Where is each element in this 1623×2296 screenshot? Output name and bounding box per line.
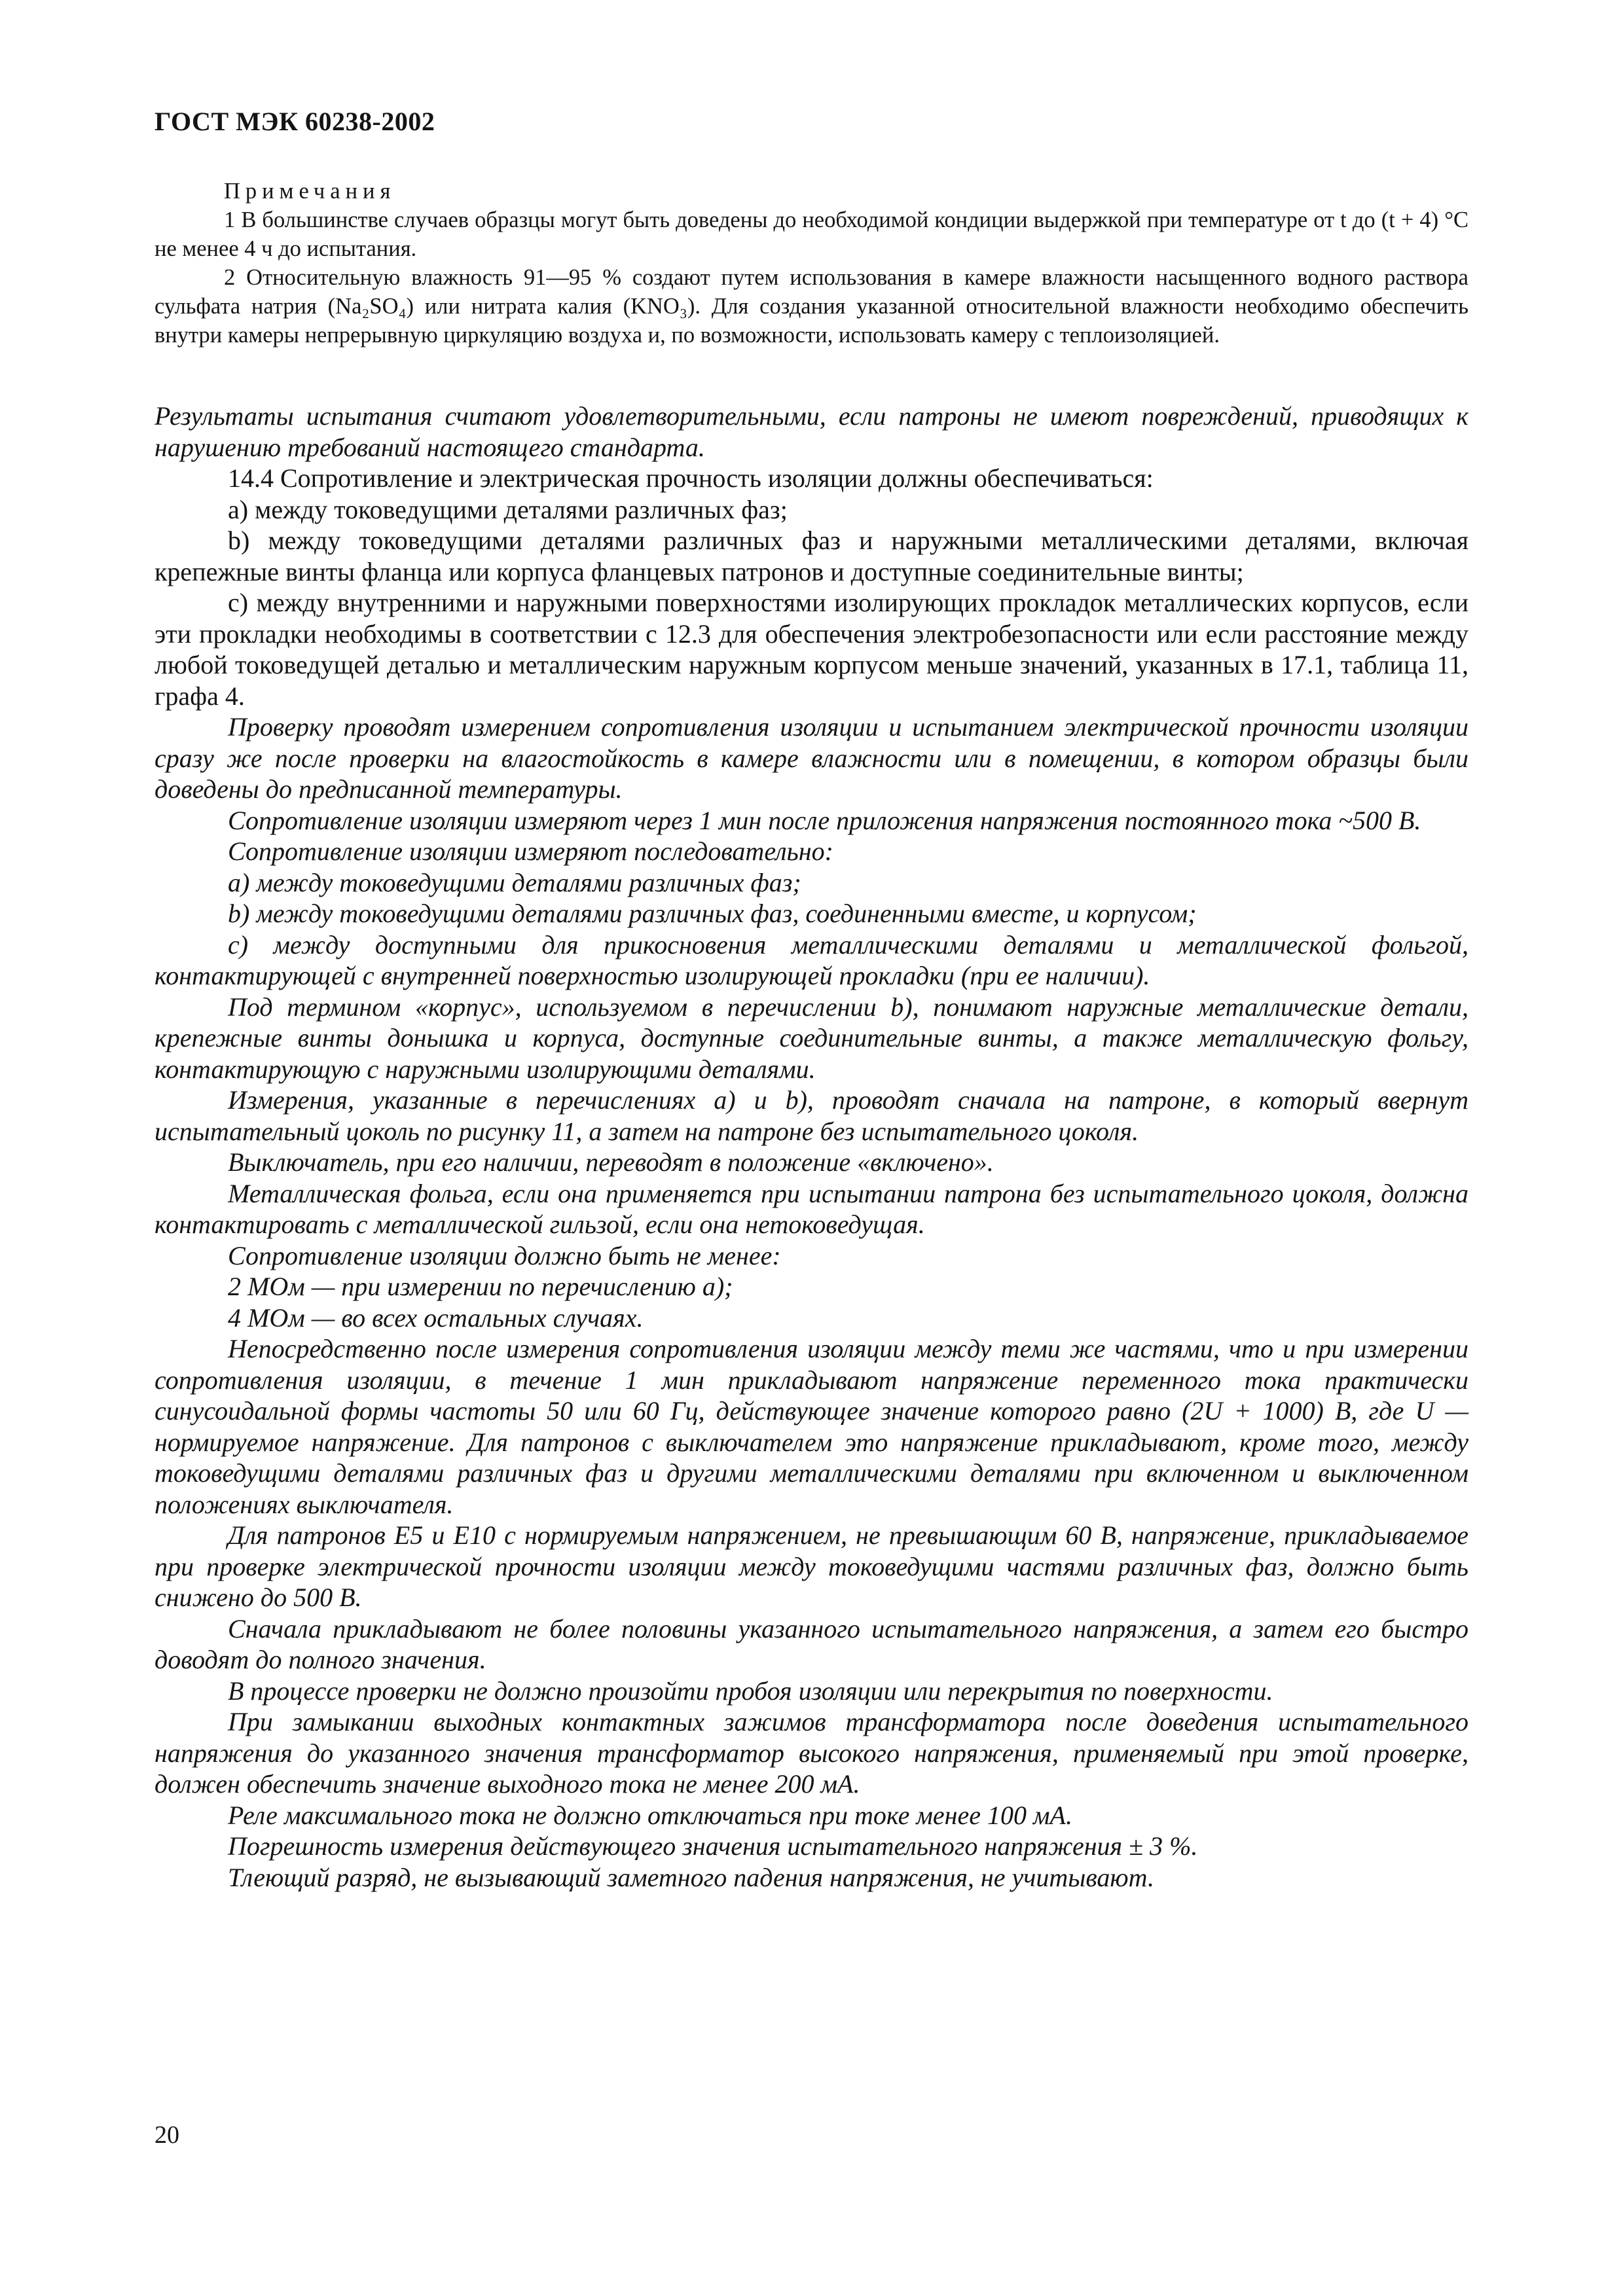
notes-title: Примечания	[224, 179, 396, 204]
body-paragraph: 14.4 Сопротивление и электрическая прочность изоляции должны обеспечиваться:	[228, 463, 1154, 493]
body-paragraph: Сопротивление изоляции измеряют через 1 мин после приложения напряжения постоянного тока ~500 В.	[228, 805, 1421, 835]
body-paragraph: Выключатель, при его наличии, переводят в положение «включено».	[228, 1147, 994, 1177]
body-paragraph: Погрешность измерения действующего значения испытательного напряжения ± 3 %.	[228, 1831, 1198, 1861]
standard-header: ГОСТ МЭК 60238-2002	[155, 107, 435, 136]
body-paragraph: Непосредственно после измерения сопротивления изоляции между теми же частями, что и при измерении сопротивления изоляции, в течение 1 мин прикладывают напряжение переменного тока практически синусоидальной формы частоты 50 или 60 Гц, действующее значение которого равно (2U + 1000) В, где U — нормируемое напряжение. Для патронов с выключателем это напряжение прикладывают, кроме того, между токоведущими деталями различных фаз и другими металлическими деталями при включенном и выключенном положениях выключателя.	[155, 1334, 1468, 1519]
body-paragraph: Проверку проводят измерением сопротивления изоляции и испытанием электрической прочности изоляции сразу же после проверки на влагостойкость в камере влажности или в помещении, в котором образцы были доведены до предписанной температуры.	[155, 712, 1468, 804]
body-paragraph: В процессе проверки не должно произойти пробоя изоляции или перекрытия по поверхности.	[228, 1676, 1273, 1706]
body-paragraph: Реле максимального тока не должно отключаться при токе менее 100 мА.	[228, 1800, 1072, 1830]
body-paragraph: Измерения, указанные в перечислениях a) и b), проводят сначала на патроне, в который ввернут испытательный цоколь по рисунку 11, а затем на патроне без испытательного цоколя.	[155, 1085, 1468, 1146]
body-paragraph: 2 МОм — при измерении по перечислению a);	[228, 1272, 733, 1301]
body-paragraph: 4 МОм — во всех остальных случаях.	[228, 1302, 644, 1333]
body-paragraph: c) между доступными для прикосновения металлическими деталями и металлической фольгой, контактирующей с внутренней поверхностью изолирующей прокладки (при ее наличии).	[155, 929, 1468, 990]
body-paragraph: b) между токоведущими деталями различных фаз и наружными металлическими деталями, включая крепежные винты фланца или корпуса фланцевых патронов и доступные соединительные винты;	[155, 526, 1468, 586]
body-paragraph: a) между токоведущими деталями различных фаз;	[228, 867, 801, 897]
body-paragraph: Под термином «корпус», используемом в перечислении b), понимают наружные металлические детали, крепежные винты донышка и корпуса, доступные соединительные винты, а также металлическую фольгу, контактирующую с наружными изолирующими деталями.	[155, 992, 1468, 1084]
body-paragraph: Сопротивление изоляции должно быть не менее:	[228, 1240, 781, 1270]
body-paragraph: Сопротивление изоляции измеряют последовательно:	[228, 836, 833, 866]
body-paragraph: Результаты испытания считают удовлетворительными, если патроны не имеют повреждений, приводящих к нарушению требований настоящего стандарта.	[155, 401, 1468, 462]
body-paragraph: a) между токоведущими деталями различных фаз;	[228, 494, 788, 524]
body-paragraph: Металлическая фольга, если она применяется при испытании патрона без испытательного цоколя, должна контактировать с металлической гильзой, если она нетоковедущая.	[155, 1178, 1468, 1239]
body-paragraph: Сначала прикладывают не более половины указанного испытательного напряжения, а затем его быстро доводят до полного значения.	[155, 1613, 1468, 1674]
notes-section	[155, 177, 1468, 350]
page-number: 20	[155, 2121, 179, 2149]
body-paragraph: Тлеющий разряд, не вызывающий заметного падения напряжения, не учитывают.	[228, 1862, 1154, 1892]
note-1: 1 В большинстве случаев образцы могут быть доведены до необходимой кондиции выдержкой при температуре от t до (t + 4) °С не менее 4 ч до испытания.	[155, 207, 1468, 261]
body-paragraph: При замыкании выходных контактных зажимов трансформатора после доведения испытательного напряжения до указанного значения трансформатор высокого напряжения, применяемый при этой проверке, должен обеспечить значение выходного тока не менее 200 мА.	[155, 1707, 1468, 1799]
main-body	[155, 401, 1468, 1893]
note-2: 2 Относительную влажность 91—95 % создают путем использования в камере влажности насыщенного водного раствора сульфата натрия (Na₂SO₄) или нитрата калия (KNO₃). Для создания указанной относительной влажности необходимо обеспечить внутри камеры непрерывную циркуляцию воздуха и, по возможности, использовать камеру с теплоизоляцией.	[155, 265, 1468, 348]
body-paragraph: b) между токоведущими деталями различных фаз, соединенными вместе, и корпусом;	[228, 899, 1197, 928]
body-paragraph: Для патронов E5 и E10 с нормируемым напряжением, не превышающим 60 В, напряжение, прикладываемое при проверке электрической прочности изоляции между токоведущими частями различных фаз, должно быть снижено до 500 В.	[155, 1520, 1468, 1612]
body-paragraph: c) между внутренними и наружными поверхностями изолирующих прокладок металлических корпусов, если эти прокладки необходимы в соответствии с 12.3 для обеспечения электробезопасности или если расстояние между любой токоведущей деталью и металлическим наружным корпусом меньше значений, указанных в 17.1, таблица 11, графа 4.	[155, 588, 1468, 711]
